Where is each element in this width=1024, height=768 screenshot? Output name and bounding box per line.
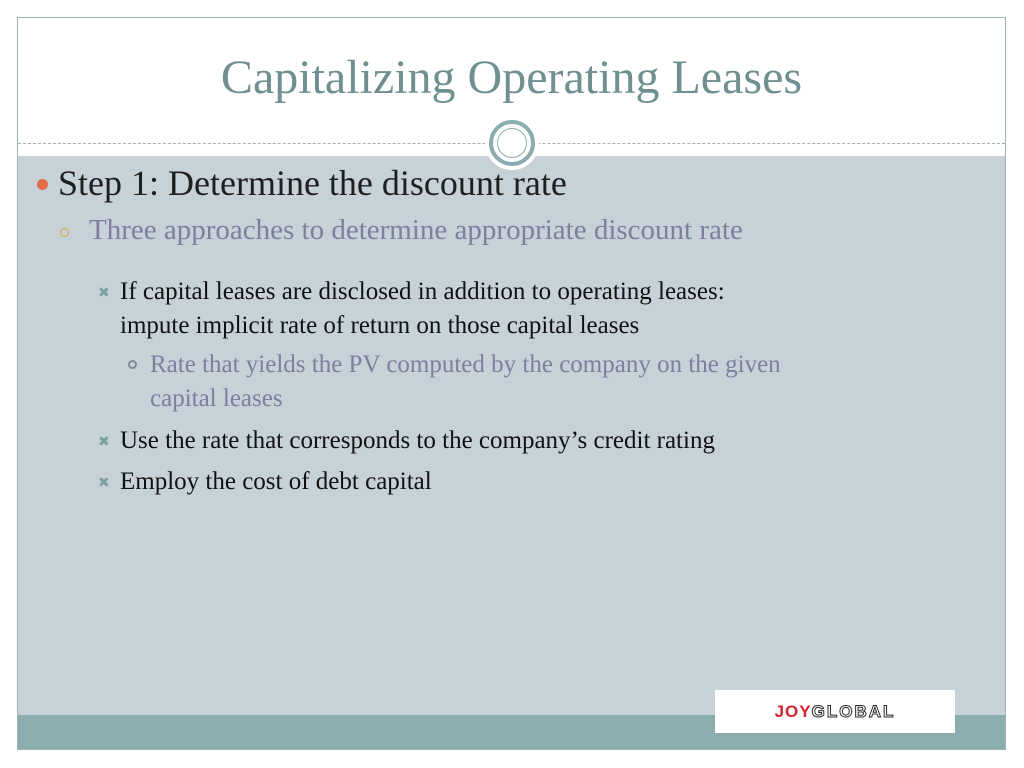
bullet-level2-text: Three approaches to determine appropriate discount rate (89, 214, 743, 246)
x-bullet-icon: ✖ (98, 434, 110, 450)
filled-circle-bullet-icon (37, 179, 48, 190)
bullet-level2 (89, 214, 743, 247)
logo-wordmark (775, 703, 896, 720)
hollow-circle-bullet-icon (60, 228, 69, 237)
x-bullet-icon: ✖ (98, 285, 110, 301)
bullet-level3-b (98, 424, 715, 458)
ring-ornament-center (497, 128, 527, 158)
bullet-level3-c-text: Employ the cost of debt capital (120, 468, 432, 495)
bullet-level3-c (98, 465, 432, 499)
ring-bullet-icon (128, 360, 137, 369)
bullet-level3-a-line1: If capital leases are disclosed in addition to operating leases: (120, 278, 725, 305)
ring-ornament-inner (489, 120, 535, 166)
company-logo (715, 690, 955, 733)
bullet-level3-a (98, 275, 725, 343)
bullet-level1 (58, 162, 567, 204)
bullet-level4-line1: Rate that yields the PV computed by the company on the given (150, 351, 781, 378)
logo-joy-text: JOY (774, 702, 812, 721)
slide-title: Capitalizing Operating Leases (220, 51, 803, 104)
bullet-level3-a-line2: impute implicit rate of return on those capital leases (120, 312, 640, 339)
bullet-level4 (150, 348, 781, 416)
bullet-level4-line2: capital leases (150, 385, 283, 412)
logo-global-text: GLOBAL (811, 702, 896, 721)
bullet-level3-b-text: Use the rate that corresponds to the company’s credit rating (120, 427, 715, 454)
bullet-level1-text: Step 1: Determine the discount rate (58, 163, 567, 203)
x-bullet-icon: ✖ (98, 475, 110, 491)
